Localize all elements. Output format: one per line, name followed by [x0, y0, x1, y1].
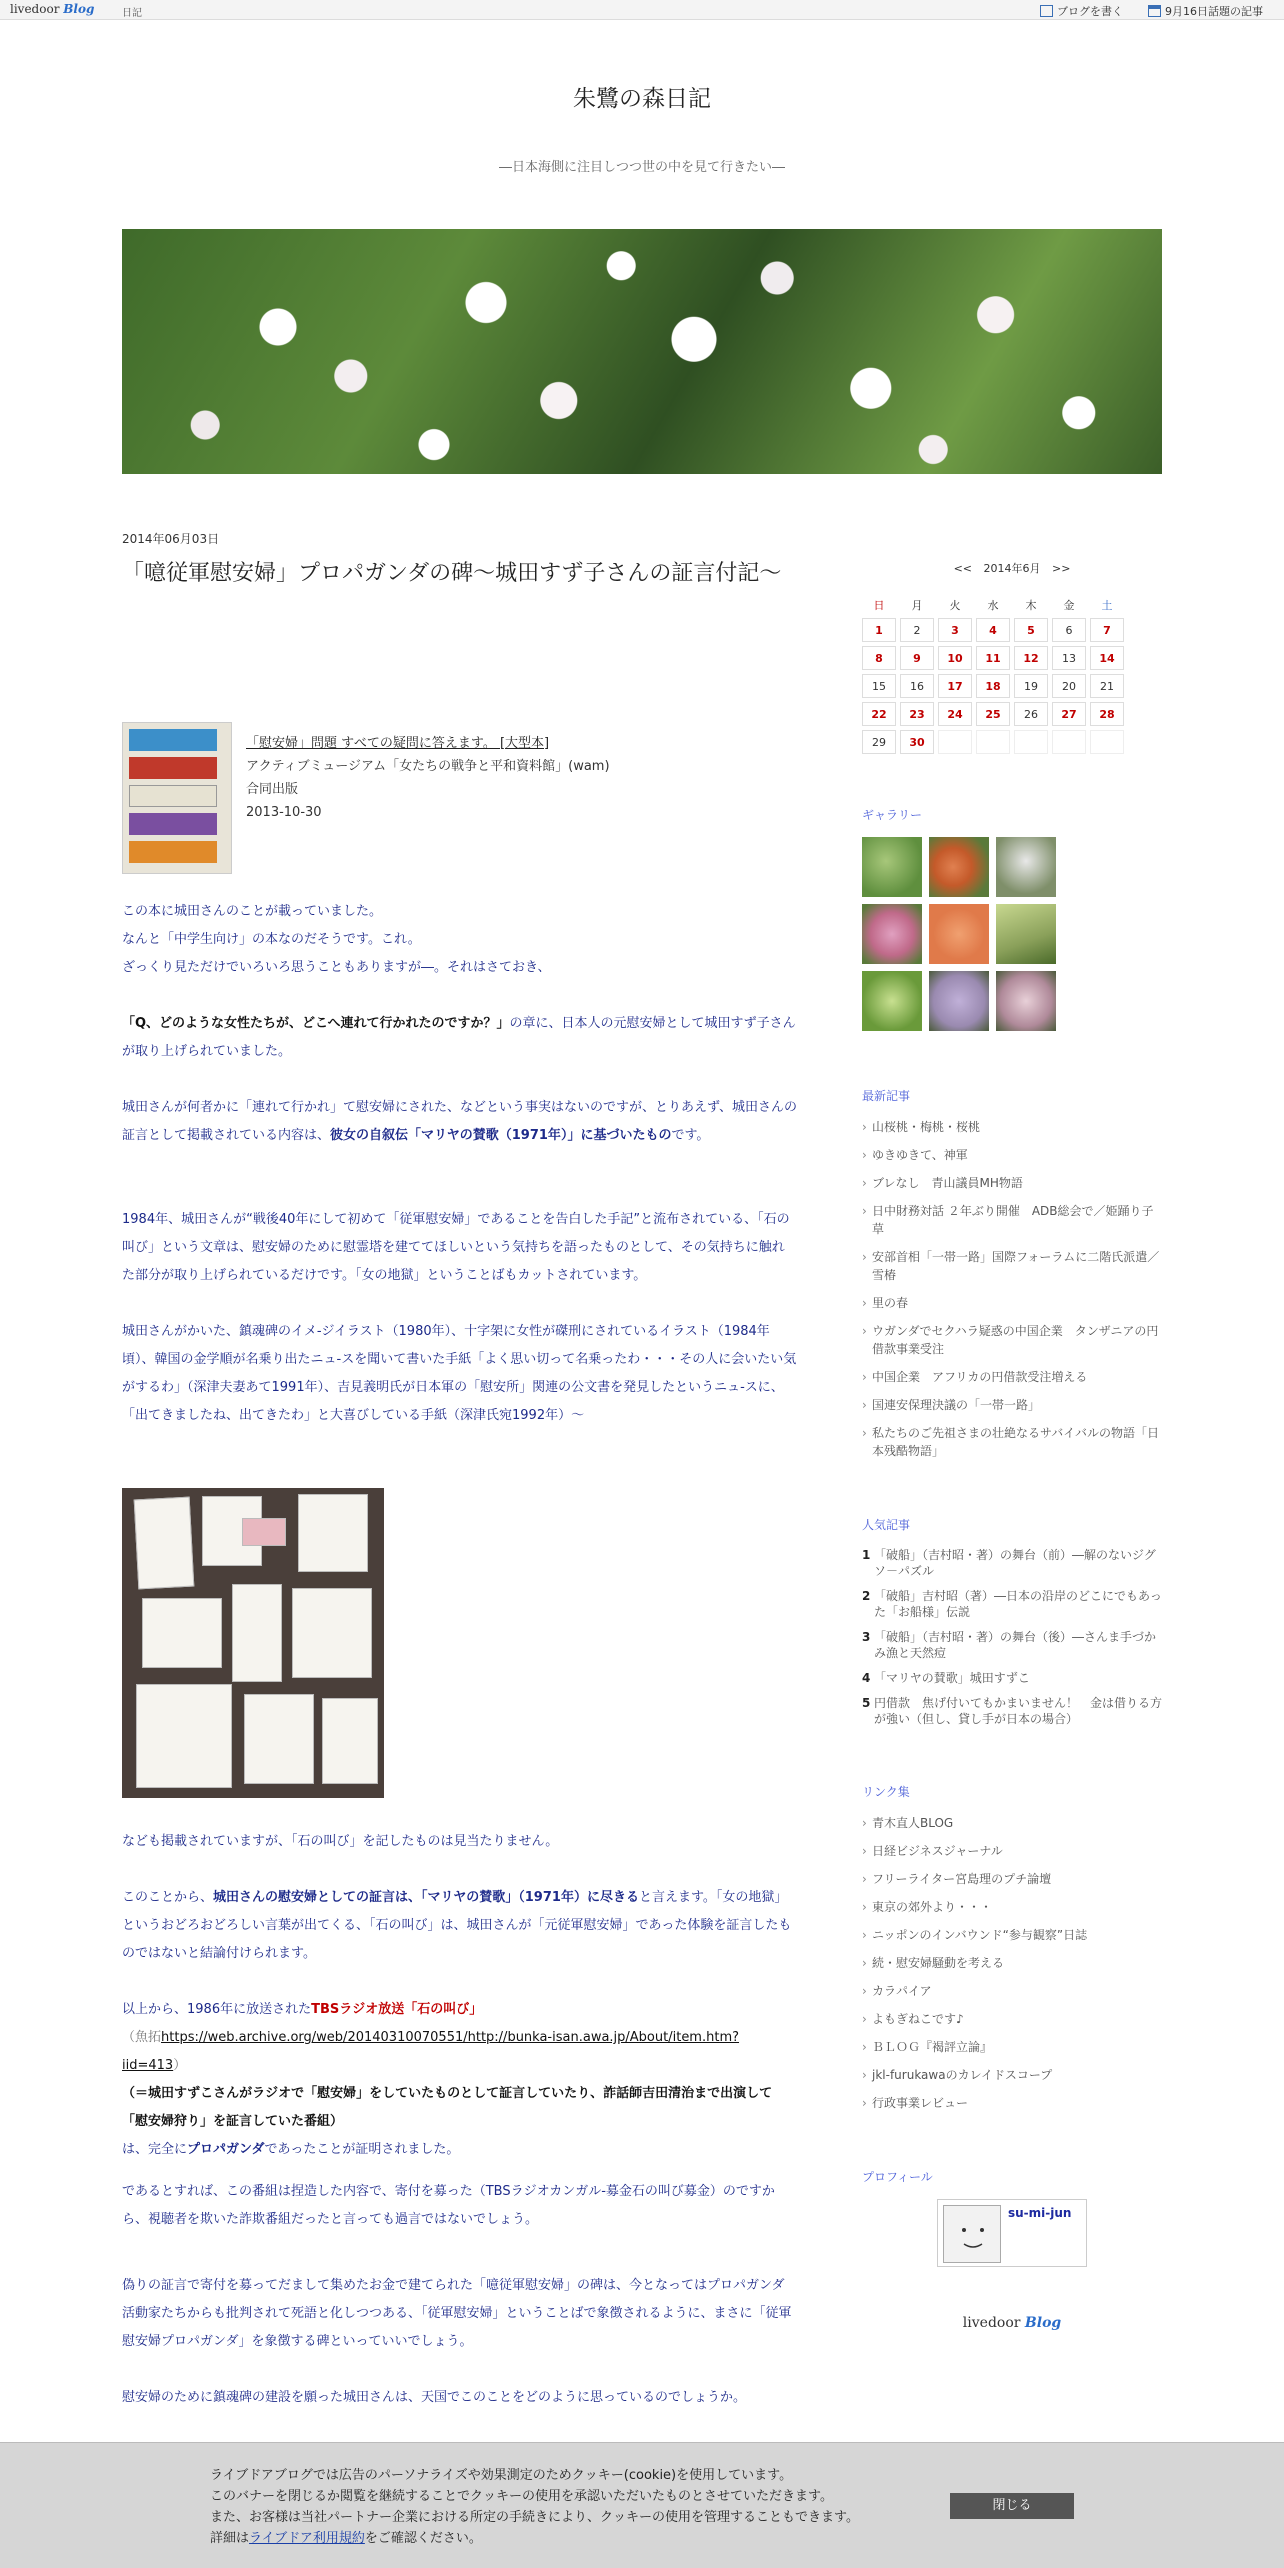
post-title[interactable]: 「噫従軍慰安婦」プロパガンダの碑～城田すず子さんの証言付記～	[122, 561, 782, 586]
paragraph-7-b: と言えます。「女の地獄」というおどろおどろしい言葉が出てくる、「石の叫び」は、城田さんが「元従軍慰安婦」であった体験を証言したものではないと結論付けられます。	[122, 1890, 792, 1961]
livedoor-blog-logo[interactable]	[10, 2, 94, 16]
calendar-day-link[interactable]: 18	[976, 674, 1010, 698]
terms-link[interactable]: ライブドア利用規約	[249, 2531, 365, 2546]
post-photo-exhibit[interactable]	[122, 1488, 384, 1798]
header-banner-image	[122, 229, 1162, 474]
recent-post-link[interactable]: › 安部首相「一帯一路」国際フォーラムに二階氏派遣／雪椿	[862, 1248, 1162, 1284]
cookie-banner	[0, 2442, 1284, 2568]
site-title[interactable]: 朱鷺の森日記	[573, 86, 711, 112]
paragraph-7	[122, 1884, 797, 1968]
archive-prefix: （魚拓	[122, 2030, 162, 2045]
book-widget	[122, 722, 797, 882]
paragraph-4: 1984年、城田さんが“戦後40年にして初めて「従軍慰安婦」であることを告白した手記”と流布されている、「石の叫び」という文章は、慰安婦のために慰霊塔を建ててほしいという気持ちを語ったものとして、その気持ちに触れた部分が取り上げられているだけです。「女の地獄」ということばもカットされています。	[122, 1212, 790, 1283]
paragraph-8-d: であったことが証明されました。	[264, 2142, 460, 2157]
calendar-day-link[interactable]: 4	[976, 618, 1010, 642]
paragraph-3-a: 城田さんが何者かに「連れて行かれ」て慰安婦にされた、などという事実はないのですが、とりあえず、城田さんの証言として掲載されている内容は、	[122, 1100, 797, 1143]
paragraph-3	[122, 1094, 797, 1150]
paragraph-5: 城田さんがかいた、鎮魂碑のイメ-ジイラスト（1980年）、十字架に女性が磔刑にされているイラスト（1984年頃）、韓国の金学順が名乗り出たニュ-スを聞いて書いた手紙「よく思い切って名乗ったわ・・・その人に会いたい気がするわ」（深津夫妻あて1991年）、吉見義明氏が日本軍の「慰安所」関連の公文書を発見したというニュ-スに、「出てきましたね、出てきたわ」と大喜びしている手紙（深津氏宛1992年）～	[122, 1324, 797, 1423]
today-topic-link[interactable]	[1148, 3, 1263, 19]
calendar-day-link[interactable]: 12	[1014, 646, 1048, 670]
weekday-tue: 火	[949, 599, 961, 612]
profile-heading: プロフィール	[862, 2170, 933, 2184]
book-date: 2013-10-30	[246, 805, 322, 820]
calendar-day-link[interactable]: 5	[1014, 618, 1048, 642]
popular-post-title: 「破船」吉村昭（著）―日本の沿岸のどこにでもあった「お船様」伝説	[874, 1589, 1162, 1619]
paragraph-7-a: このことから、	[122, 1890, 214, 1905]
popular-posts-list	[862, 1547, 1162, 1727]
calendar-day: 13	[1052, 646, 1086, 670]
popular-posts-section	[862, 1516, 1162, 1727]
calendar-month: 2014年6月	[983, 562, 1041, 575]
paragraph-8-bold: プロパガンダ	[187, 2142, 265, 2157]
recent-post-link[interactable]: › 私たちのご先祖さまの壮絶なるサバイバルの物語「日本残酷物語」	[862, 1424, 1162, 1460]
calendar-empty-cell	[1014, 730, 1048, 754]
calendar-day-link[interactable]: 14	[1090, 646, 1124, 670]
avatar	[943, 2205, 1001, 2263]
recent-post-link[interactable]: › 里の春	[862, 1294, 1162, 1312]
paragraph-7-bold: 城田さんの慰安婦としての証言は、「マリヤの賛歌」（1971年）に尽きる	[213, 1890, 639, 1905]
cookie-line-4-suffix: をご確認ください。	[364, 2531, 482, 2546]
calendar-empty-cell	[976, 730, 1010, 754]
calendar-day: 20	[1052, 674, 1086, 698]
calendar-empty-cell	[938, 730, 972, 754]
cookie-line-4-prefix: 詳細は	[210, 2531, 250, 2546]
external-link[interactable]: › フリーライター宮島理のプチ論壇	[862, 1870, 1162, 1888]
popular-post-link[interactable]	[862, 1629, 1162, 1661]
gallery-thumb[interactable]	[929, 837, 989, 897]
footer-logo-blog: Blog	[1024, 2315, 1062, 2331]
calendar-day: 6	[1052, 618, 1086, 642]
external-link[interactable]: › 続・慰安婦騒動を考える	[862, 1954, 1162, 1972]
paragraph-2-rest: の章に、日本人の元慰安婦として城田すず子さんが取り上げられていました。	[122, 1016, 796, 1059]
gallery-heading: ギャラリー	[862, 808, 923, 822]
popular-post-link[interactable]	[862, 1588, 1162, 1620]
calendar-day-link[interactable]: 3	[938, 618, 972, 642]
calendar-week	[862, 618, 1124, 642]
popular-post-title: 円借款 焦げ付いてもかまいません！ 金は借りる方が強い（但し、貸し手が日本の場合）	[874, 1696, 1163, 1726]
calendar-day: 19	[1014, 674, 1048, 698]
popular-post-title: 「破船」（吉村昭・著）の舞台（前）―解のないジグソ－パズル	[874, 1548, 1156, 1578]
paragraph-1-line-1: この本に城田さんのことが載っていました。	[122, 904, 383, 919]
calendar-week	[862, 674, 1124, 698]
calendar-prev-link[interactable]: <<	[953, 562, 972, 575]
recent-posts-section	[862, 1087, 1162, 1460]
paragraph-3-b: です。	[671, 1128, 710, 1143]
calendar-next-link[interactable]: >>	[1052, 562, 1071, 575]
paragraph-9: であるとすれば、この番組は捏造した内容で、寄付を募った（TBSラジオカンガル-募金石の叫び募金）のですから、視聴者を欺いた詐欺番組だったと言っても過言ではないでしょう。	[122, 2184, 775, 2227]
post-date: 2014年06月03日	[122, 532, 220, 546]
paragraph-1	[122, 898, 797, 982]
logo-blog-text: Blog	[63, 2, 95, 16]
calendar-day-link[interactable]: 8	[862, 646, 896, 670]
profile-section	[862, 2168, 1162, 2267]
calendar-empty-cell	[1052, 730, 1086, 754]
calendar-day-link[interactable]: 7	[1090, 618, 1124, 642]
recent-post-link[interactable]: › ウガンダでセクハラ疑惑の中国企業 タンザニアの円借款事業受注	[862, 1322, 1162, 1358]
popular-posts-heading: 人気記事	[862, 1518, 911, 1532]
main-article	[122, 530, 797, 2405]
book-cover-image[interactable]	[122, 722, 232, 874]
paragraph-8-c: は、完全に	[122, 2142, 188, 2157]
popular-post-link[interactable]	[862, 1695, 1162, 1727]
gallery-grid	[862, 837, 1162, 1031]
calendar-day-link[interactable]: 23	[900, 702, 934, 726]
calendar-day-link[interactable]: 30	[900, 730, 934, 754]
calendar-day-link[interactable]: 22	[862, 702, 896, 726]
external-link[interactable]: › 行政事業レビュー	[862, 2094, 1162, 2112]
book-publisher: 合同出版	[246, 782, 299, 797]
calendar-day-link[interactable]: 24	[938, 702, 972, 726]
gallery-thumb[interactable]	[862, 971, 922, 1031]
popular-post-title: 「破船」（吉村昭・著）の舞台（後）―さんま手づかみ漁と天然痘	[874, 1630, 1157, 1660]
calendar-day: 26	[1014, 702, 1048, 726]
recent-posts-list	[862, 1118, 1162, 1460]
logo-text: livedoor	[10, 2, 60, 16]
weekday-mon: 月	[911, 599, 923, 612]
write-blog-label: ブログを書く	[1057, 5, 1123, 18]
rank-number: 4	[862, 1671, 871, 1685]
recent-post-link[interactable]: › 国連安保理決議の「一帯一路」	[862, 1396, 1162, 1414]
recent-posts-heading: 最新記事	[862, 1089, 911, 1103]
rank-number: 1	[862, 1548, 871, 1562]
site-description: ―日本海側に注目しつつ世の中を見て行きたい―	[498, 160, 785, 175]
gallery-thumb[interactable]	[929, 904, 989, 964]
archive-suffix: ）	[173, 2058, 187, 2073]
paragraph-8	[122, 1996, 797, 2164]
external-link[interactable]: › 東京の郊外より・・・	[862, 1898, 1162, 1916]
popular-post-link[interactable]	[862, 1670, 1162, 1686]
weekday-thu: 木	[1025, 599, 1037, 612]
external-link[interactable]: › カラパイア	[862, 1982, 1162, 2000]
pencil-icon	[1040, 5, 1053, 17]
calendar-day: 2	[900, 618, 934, 642]
calendar-day-link[interactable]: 27	[1052, 702, 1086, 726]
profile-name[interactable]: su-mi-jun	[1008, 2206, 1072, 2220]
popular-post-link[interactable]	[862, 1547, 1162, 1579]
recent-post-link[interactable]: › ブレなし 青山議員MH物語	[862, 1174, 1162, 1192]
external-link[interactable]: › 青木直人BLOG	[862, 1814, 1162, 1832]
livedoor-blog-footer-logo[interactable]	[862, 2315, 1162, 2331]
calendar-day-link[interactable]: 17	[938, 674, 972, 698]
calendar-day: 15	[862, 674, 896, 698]
rank-number: 3	[862, 1630, 871, 1644]
paragraph-2-bold: 「Q、どのような女性たちが、どこへ連れて行かれたのですか？」	[122, 1016, 510, 1031]
gallery-thumb[interactable]	[996, 971, 1056, 1031]
diary-link[interactable]: 日記	[122, 8, 142, 19]
external-link[interactable]: › よもぎねこです♪	[862, 2010, 1162, 2028]
calendar-week	[862, 646, 1124, 670]
write-blog-link[interactable]	[1040, 3, 1123, 19]
book-title-link[interactable]: 「慰安婦」問題 すべての疑問に答えます。 [大型本]	[246, 736, 550, 751]
popular-post-title: 「マリヤの賛歌」城田すずこ	[874, 1671, 1030, 1685]
paragraph-11: 慰安婦のために鎮魂碑の建設を願った城田さんは、天国でこのことをどのように思っているのでしょうか。	[122, 2390, 747, 2405]
calendar-day-link[interactable]: 28	[1090, 702, 1124, 726]
recent-post-link[interactable]: › 日中財務対話 ２年ぶり開催 ADB総会で／姫踊り子草	[862, 1202, 1162, 1238]
calendar-day: 29	[862, 730, 896, 754]
external-link[interactable]: › ニッポンのインバウンド“参与観察”日誌	[862, 1926, 1162, 1944]
rank-number: 5	[862, 1696, 871, 1710]
calendar-nav	[862, 560, 1162, 576]
cookie-line-2: このバナーを閉じるか閲覧を継続することでクッキーの使用を承認いただいたものとさせていただきます。	[210, 2489, 833, 2504]
calendar-day-link[interactable]: 11	[976, 646, 1010, 670]
paragraph-1-line-3: ざっくり見ただけでいろいろ思うこともありますが―。それはさておき、	[122, 960, 551, 975]
tbs-radio-highlight: TBSラジオ放送「石の叫び」	[311, 2002, 483, 2017]
gallery-thumb[interactable]	[996, 904, 1056, 964]
weekday-sat: 土	[1101, 599, 1113, 612]
paragraph-8-a: 以上から、1986年に放送された	[122, 2002, 312, 2017]
calendar-week	[862, 702, 1124, 726]
calendar-icon	[1148, 5, 1161, 17]
links-section	[862, 1783, 1162, 2112]
external-link[interactable]: › jkl-furukawaのカレイドスコープ	[862, 2066, 1162, 2084]
calendar-table	[858, 592, 1128, 758]
calendar-day-link[interactable]: 25	[976, 702, 1010, 726]
paragraph-8-note: （＝城田すずこさんがラジオで「慰安婦」をしていたものとして証言していたり、詐話師吉田清治まで出演して「慰安婦狩り」を証言していた番組）	[122, 2086, 773, 2129]
cookie-close-button[interactable]: 閉じる	[950, 2493, 1074, 2519]
cookie-line-3: また、お客様は当社パートナー企業における所定の手続きにより、クッキーの使用を管理することもできます。	[210, 2510, 859, 2525]
profile-card[interactable]	[937, 2199, 1087, 2267]
cookie-text	[210, 2465, 859, 2549]
weekday-sun: 日	[873, 599, 885, 612]
calendar-week	[862, 730, 1124, 754]
calendar-day: 21	[1090, 674, 1124, 698]
calendar-day-link[interactable]: 9	[900, 646, 934, 670]
gallery-section	[862, 806, 1162, 1031]
paragraph-2	[122, 1010, 797, 1066]
cookie-line-1: ライブドアブログでは広告のパーソナライズや効果測定のためクッキー(cookie)を使用しています。	[210, 2468, 793, 2483]
recent-post-link[interactable]: › 中国企業 アフリカの円借款受注増える	[862, 1368, 1162, 1386]
external-link[interactable]: › 日経ビジネスジャーナル	[862, 1842, 1162, 1860]
recent-post-link[interactable]: › ゆきゆきて、神軍	[862, 1146, 1162, 1164]
weekday-fri: 金	[1063, 599, 1075, 612]
links-heading: リンク集	[862, 1785, 910, 1799]
paragraph-1-line-2: なんと「中学生向け」の本なのだそうです。これ。	[122, 932, 421, 947]
gallery-thumb[interactable]	[996, 837, 1056, 897]
book-info	[246, 732, 610, 824]
links-list	[862, 1814, 1162, 2112]
weekday-wed: 水	[987, 599, 999, 612]
gallery-thumb[interactable]	[929, 971, 989, 1031]
paragraph-6: なども掲載されていますが、「石の叫び」を記したものは見当たりません。	[122, 1834, 559, 1849]
gallery-thumb[interactable]	[862, 837, 922, 897]
paragraph-10: 偽りの証言で寄付を募ってだまして集めたお金で建てられた「噫従軍慰安婦」の碑は、今となってはプロパガンダ活動家たちからも批判されて死語と化しつつある、「従軍慰安婦」ということばで象徴されるように、まさに「従軍慰安婦プロパガンダ」を象徴する碑といっていいでしょう。	[122, 2278, 792, 2349]
top-bar	[0, 0, 1284, 20]
external-link[interactable]: › ＢＬＯＧ『褐評立論』	[862, 2038, 1162, 2056]
footer-logo-text: livedoor	[962, 2315, 1021, 2331]
archive-link[interactable]: https://web.archive.org/web/20140310070551/http://bunka-isan.awa.jp/About/item.htm?iid=413	[122, 2030, 740, 2073]
calendar-day-link[interactable]: 1	[862, 618, 896, 642]
recent-post-link[interactable]: › 山桜桃・梅桃・桜桃	[862, 1118, 1162, 1136]
paragraph-3-bold: 彼女の自叙伝「マリヤの賛歌（1971年）」に基づいたもの	[330, 1128, 672, 1143]
rank-number: 2	[862, 1589, 871, 1603]
calendar-empty-cell	[1090, 730, 1124, 754]
book-author: アクティブミュージアム「女たちの戦争と平和資料館」(wam)	[246, 759, 610, 774]
gallery-thumb[interactable]	[862, 904, 922, 964]
today-topic-label: 9月16日話題の記事	[1165, 5, 1263, 18]
calendar-day-link[interactable]: 10	[938, 646, 972, 670]
calendar-day: 16	[900, 674, 934, 698]
calendar-weekday-row	[862, 596, 1124, 614]
sidebar	[862, 560, 1162, 2331]
